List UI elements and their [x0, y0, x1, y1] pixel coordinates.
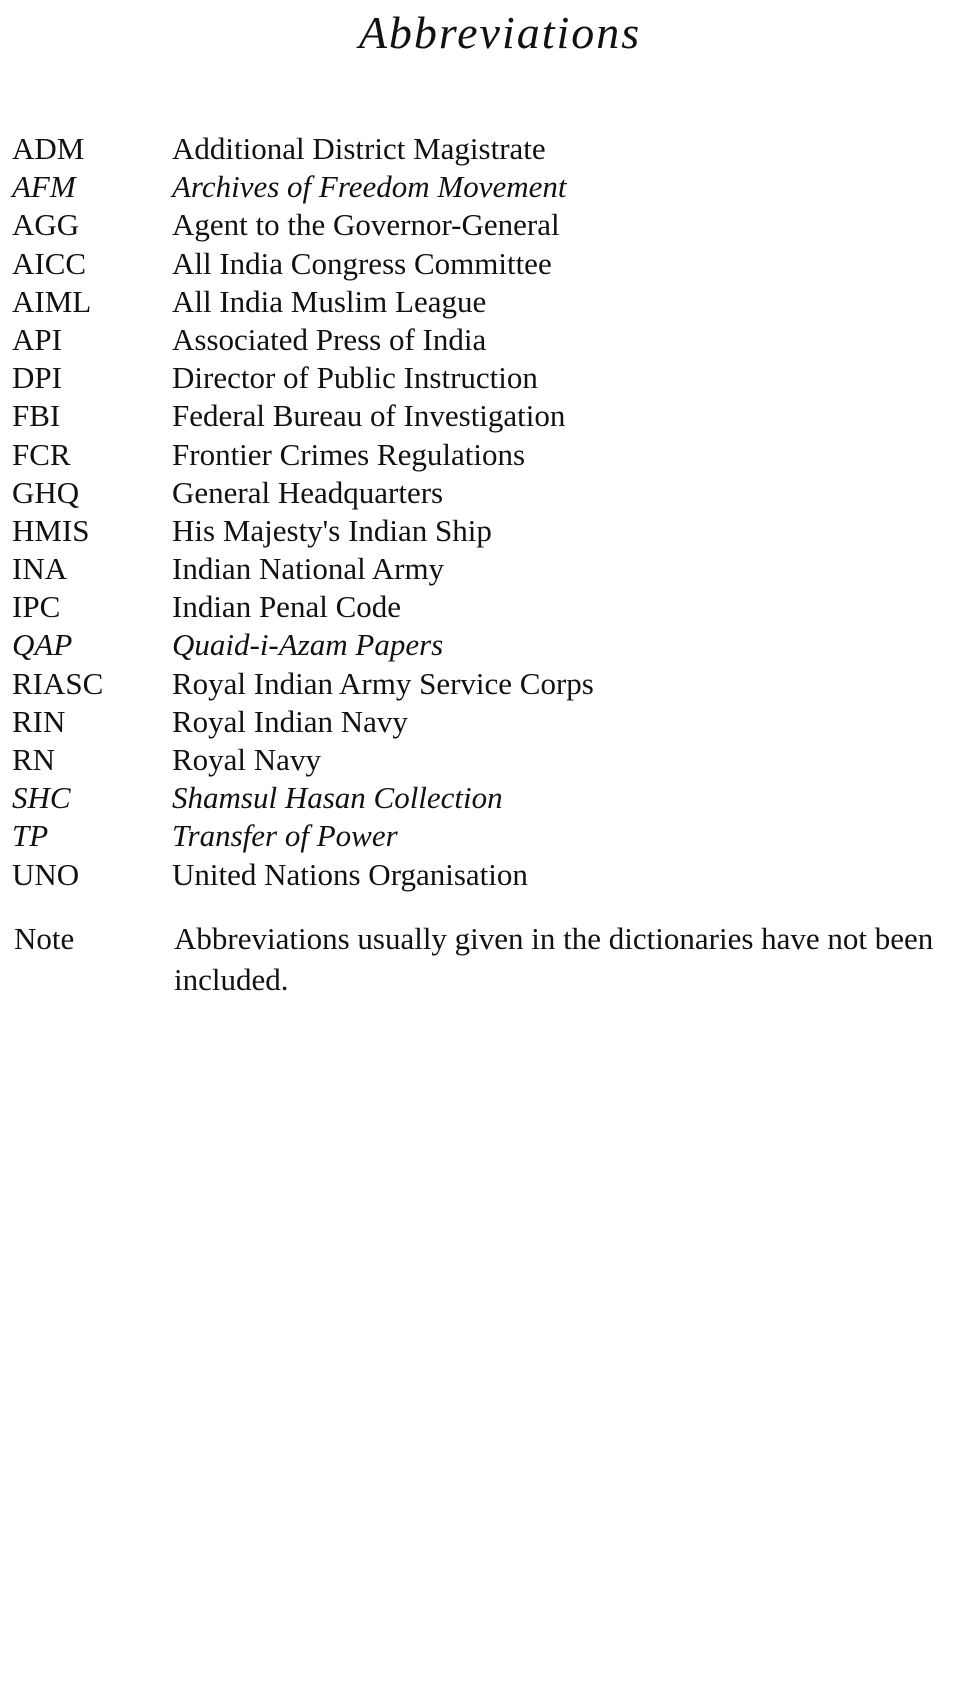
abbreviation-term: AGG [12, 207, 80, 243]
abbreviation-meaning: Shamsul Hasan Collection [172, 780, 503, 816]
abbreviation-row [12, 245, 962, 283]
abbreviation-row [12, 779, 962, 817]
abbreviation-row [12, 703, 962, 741]
abbreviation-meaning: Additional District Magistrate [172, 131, 546, 166]
abbreviation-term: FCR [12, 436, 71, 472]
abbreviation-row [12, 168, 962, 206]
abbreviation-term: HMIS [12, 512, 90, 548]
abbreviation-row [12, 397, 962, 435]
abbreviation-term: AICC [12, 245, 87, 281]
abbreviation-meaning: Archives of Freedom Movement [172, 169, 567, 205]
abbreviation-term: SHC [12, 780, 71, 816]
abbreviation-row [12, 321, 962, 359]
abbreviation-row [12, 665, 962, 703]
abbreviation-term: AIML [12, 283, 92, 319]
abbreviation-term: RN [12, 742, 56, 777]
note-text: Abbreviations usually given in the dictionaries have not been included. [174, 921, 934, 997]
abbreviation-meaning: His Majesty's Indian Ship [172, 512, 492, 548]
abbreviation-term: TP [12, 818, 49, 854]
abbreviation-term: DPI [12, 360, 62, 396]
abbreviation-row [12, 856, 962, 894]
abbreviation-meaning: All India Congress Committee [172, 245, 552, 281]
abbreviation-meaning: United Nations Organisation [172, 856, 528, 892]
abbreviation-meaning: Royal Indian Army Service Corps [172, 665, 594, 701]
abbreviation-term: FBI [12, 398, 61, 434]
abbreviation-term: IPC [12, 589, 61, 625]
abbreviation-meaning: All India Muslim League [172, 283, 487, 319]
abbreviation-row [12, 588, 962, 626]
abbreviation-row [12, 359, 962, 397]
abbreviation-row [12, 436, 962, 474]
abbreviation-row [12, 512, 962, 550]
abbreviation-term: ADM [12, 131, 85, 166]
abbreviation-meaning: Associated Press of India [172, 321, 487, 357]
abbreviation-meaning: General Headquarters [172, 474, 444, 510]
abbreviation-term: GHQ [12, 474, 80, 510]
abbreviation-meaning: Quaid-i-Azam Papers [172, 627, 444, 663]
abbreviation-meaning: Indian Penal Code [172, 589, 402, 625]
abbreviation-row [12, 626, 962, 664]
abbreviation-row [12, 283, 962, 321]
abbreviation-list [12, 130, 962, 894]
abbreviation-term: AFM [12, 169, 76, 205]
page-title: Abbreviations [358, 7, 642, 58]
abbreviation-term: INA [12, 551, 68, 587]
abbreviation-term: QAP [12, 627, 73, 663]
abbreviation-meaning: Agent to the Governor-General [172, 207, 560, 243]
abbreviation-row [12, 550, 962, 588]
note-label: Note [14, 921, 75, 956]
abbreviation-row [12, 474, 962, 512]
abbreviation-meaning: Director of Public Instruction [172, 360, 538, 396]
abbreviation-term: RIN [12, 703, 66, 739]
abbreviation-meaning: Transfer of Power [172, 818, 398, 854]
abbreviation-term: UNO [12, 856, 80, 892]
abbreviation-row [12, 130, 962, 168]
abbreviation-meaning: Indian National Army [172, 551, 445, 587]
abbreviation-row [12, 741, 962, 779]
abbreviation-row [12, 817, 962, 855]
abbreviation-term: RIASC [12, 665, 104, 701]
abbreviation-meaning: Royal Navy [172, 742, 321, 777]
abbreviation-meaning: Federal Bureau of Investigation [172, 398, 566, 434]
abbreviation-row [12, 206, 962, 244]
abbreviation-meaning: Royal Indian Navy [172, 703, 408, 739]
abbreviation-meaning: Frontier Crimes Regulations [172, 436, 526, 472]
abbreviation-term: API [12, 321, 62, 357]
